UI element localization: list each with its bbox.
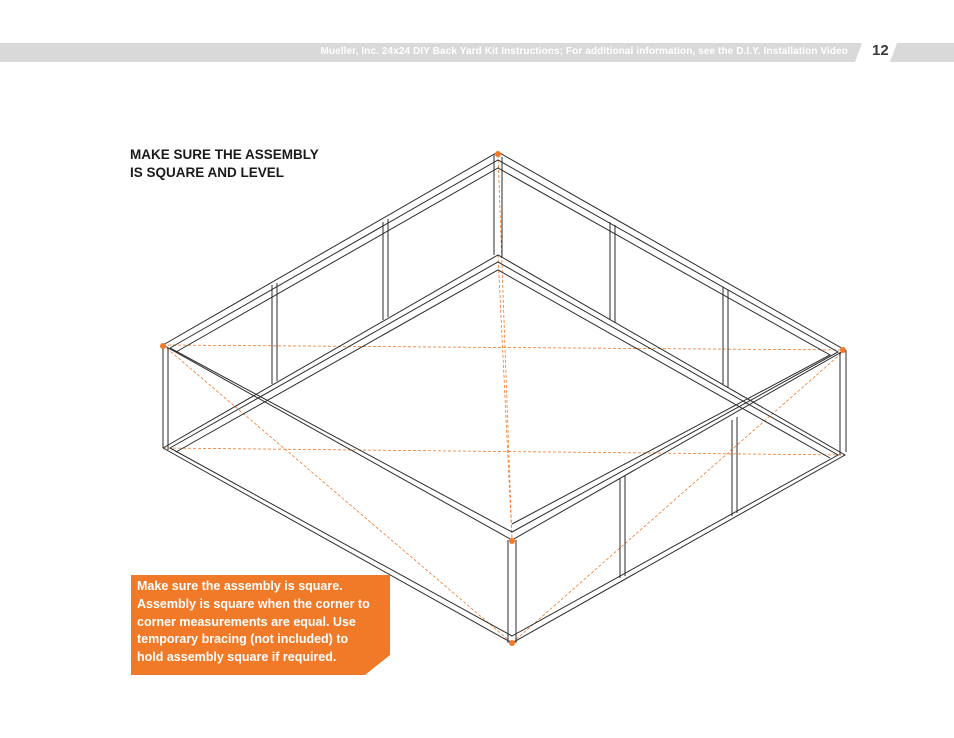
callout-line: hold assembly square if required. xyxy=(137,650,337,665)
callout-text xyxy=(137,578,389,667)
callout-box xyxy=(131,575,390,675)
callout-line: Make sure the assembly is square. xyxy=(137,579,343,593)
page-number: 12 xyxy=(872,42,889,59)
frame-lines xyxy=(163,152,846,643)
callout-line: corner measurements are equal. Use xyxy=(137,614,356,629)
callout-line: Assembly is square when the corner to xyxy=(137,596,370,611)
header-title: Mueller, Inc. 24x24 DIY Back Yard Kit Instructions; For additional information, see the D.I.Y. Installation Video xyxy=(320,46,848,57)
heading-line-2: IS SQUARE AND LEVEL xyxy=(130,165,285,180)
heading-line-1: MAKE SURE THE ASSEMBLY xyxy=(130,147,319,162)
callout-line: temporary bracing (not included) to xyxy=(137,632,349,647)
